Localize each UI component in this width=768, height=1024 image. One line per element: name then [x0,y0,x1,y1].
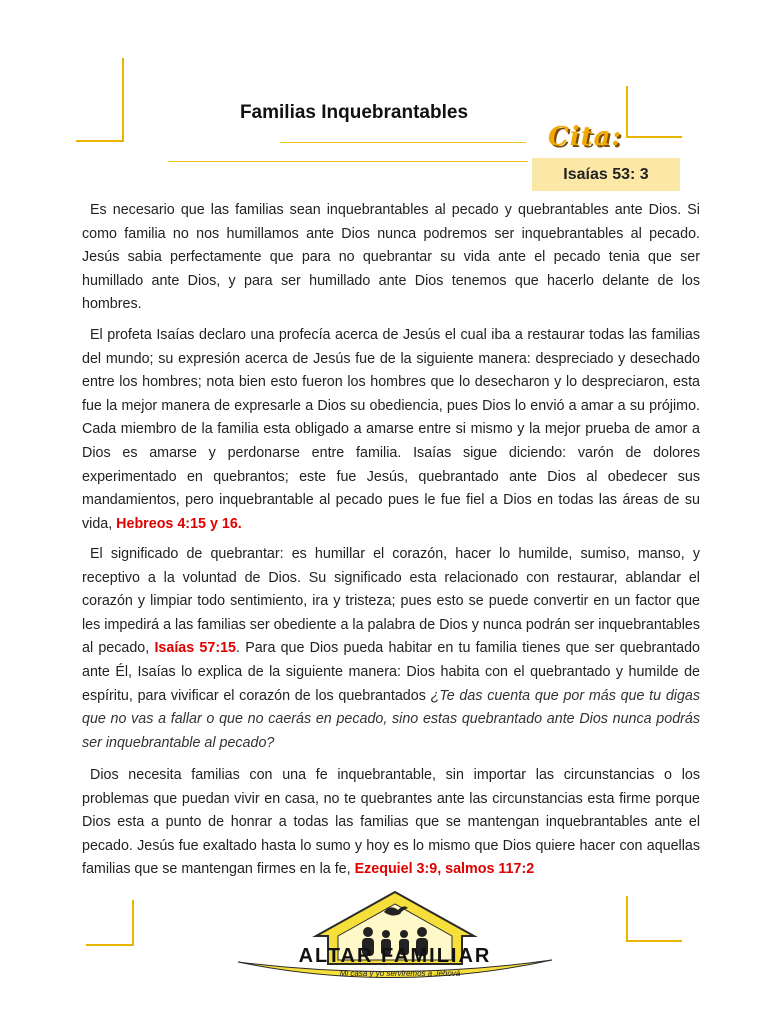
bible-reference: Hebreos 4:15 y 16. [116,515,242,532]
paragraph-4 [82,764,700,882]
title-underline-lower [168,161,528,162]
paragraph-1 [82,199,700,317]
bible-reference: Isaías 57:15 [154,640,236,657]
cita-label: Cita: [548,122,623,152]
altar-familiar-logo [232,890,558,990]
paragraph-4-text: Dios necesita familias con una fe inquebrantable, sin importar las circunstancias o los problemas que puedan vivir en casa, no te quebrantes ante las circunstancias esta firme porque Dios esta a punto de honrar a todas las familias que se mantengan inquebrantables ante el pecado. Jesús fue exaltado hasta lo sumo y hoy es lo mismo que Dios quiere hacer con aquellas familias que se mantengan firmes en la fe, [82,767,700,878]
paragraph-2 [82,324,700,536]
cita-reference-box [532,158,680,191]
paragraph-3-text-continued: . Para que Dios pueda habitar en tu familia tienes que ser quebrantado ante Él, Isaías lo explica de la siguiente manera: Dios habita con el quebrantado y humilde de espíritu, para vivificar el corazón de los quebrantados [82,640,701,704]
corner-bottom-left-h [86,944,134,946]
page-title: Familias Inquebrantables [239,102,469,123]
corner-bottom-right-h [626,940,682,942]
paragraph-2-text: El profeta Isaías declaro una profecía acerca de Jesús el cual iba a restaurar todas las familias del mundo; su expresión acerca de Jesús fue de la siguiente manera: despreciado y desechado entre los hombres; nota bien esto fueron los hombres que lo desecharon y lo despreciaron, esta fue la mejor manera de expresarle a Dios su obediencia, pues Dios lo envió a amar a su prójimo. Cada miembro de la familia esta obligado a amarse entre si mismo y la mejor prueba de amor a Dios es amarse y perdonarse entre familia. Isaías sigue diciendo: varón de dolores experimentado en quebrantos; este fue Jesús, quebrantado ante Dios al obedecer sus mandamientos, pero inquebrantable al pecado pues le fue fiel a Dios en todas las áreas de su vida, [82,327,700,532]
bible-reference: Ezequiel 3:9, salmos 117:2 [354,861,535,878]
corner-top-left-v [122,58,124,142]
logo-tagline: Mi casa y yo serviremos a Jehová [339,969,461,978]
corner-bottom-left-v [132,900,134,946]
corner-top-right-h [626,136,682,138]
logo-name: ALTAR FAMILIAR [298,945,492,967]
paragraph-3 [82,543,700,755]
corner-top-left-h [76,140,124,142]
corner-bottom-right-v [626,896,628,942]
reflection-question: ¿Te das cuenta que por más que tu digas que no vas a fallar o que no caerás en pecado, sino estas quebrantado ante Dios nunca podrás ser inquebrantable al pecado? [82,687,700,751]
paragraph-3-text: El significado de quebrantar: es humillar el corazón, hacer lo humilde, sumiso, manso, y receptivo a la voluntad de Dios. Su significado esta relacionado con restaurar, ablandar el corazón y limpiar todo sentimiento, ira y tristeza; pues esto se puede convertir en un factor que les impedirá a las familias ser obediente a la palabra de Dios y nunca podrán ser inquebrantables al pecado, [82,546,700,657]
cita-reference: Isaías 53: 3 [563,165,649,183]
paragraph-1-text: Es necesario que las familias sean inquebrantables al pecado y quebrantables ante Dios. Si como familia no nos humillamos ante Dios nunca podremos ser inquebrantables al pecado. Jesús sabia perfectamente que para no quebrantar su vida ante el pecado tenia que ser humillado ante Dios, y para ser humillado ante Dios tenemos que hacerlo delante de los hombres. [82,202,700,313]
title-underline [280,142,526,143]
